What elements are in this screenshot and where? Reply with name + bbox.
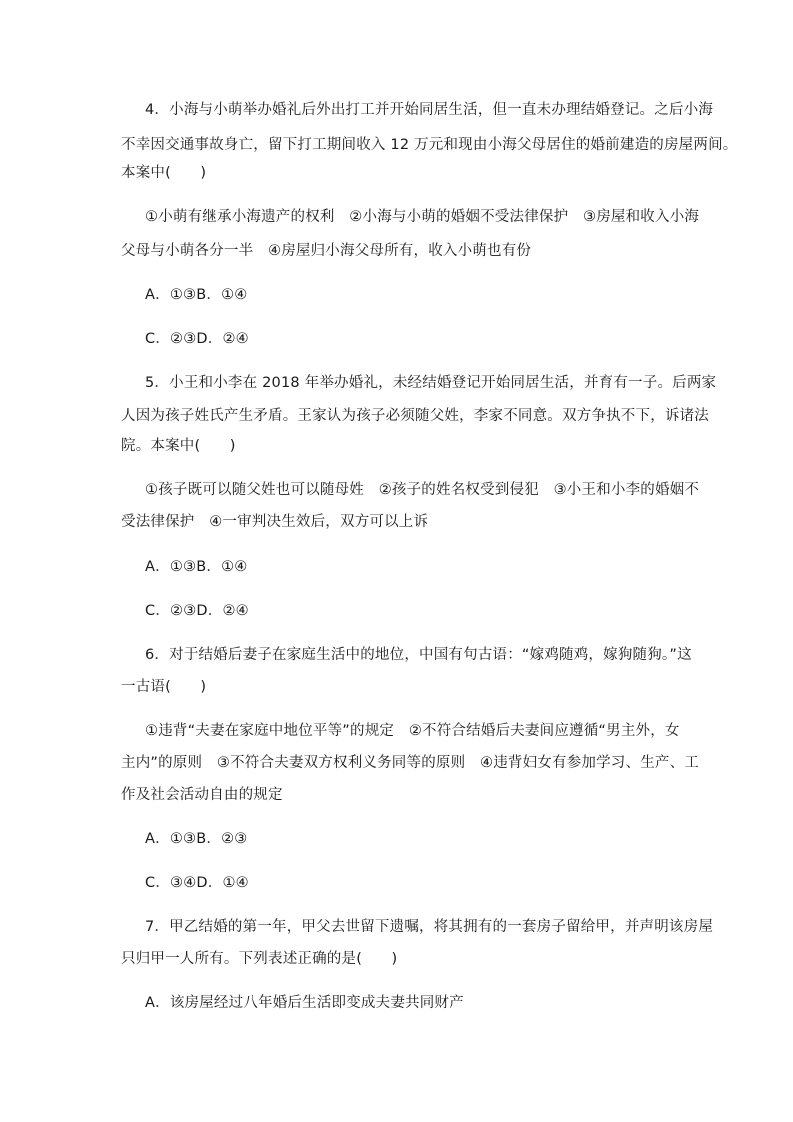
question-6-options-ab: A．①③B．②③ [145,831,248,847]
question-5-options-cd: C．②③D．②④ [145,603,249,619]
question-6-statement-line-2: 主内”的原则 ③不符合夫妻双方权利义务同等的原则 ④违背妇女有参加学习、生产、工 [121,755,700,771]
question-6-statement-line-3: 作及社会活动自由的规定 [121,787,283,803]
question-6-options-cd: C．③④D．①④ [145,875,249,891]
question-6-stem-line-2: 一古语( ) [121,679,207,695]
question-4-stem-line-1: 4．小海与小萌举办婚礼后外出打工并开始同居生活，但一直未办理结婚登记。之后小海 [145,102,714,118]
question-5-stem-line-3: 院。本案中( ) [121,438,236,454]
question-4-statement-line-1: ①小萌有继承小海遗产的权利 ②小海与小萌的婚姻不受法律保护 ③房屋和收入小海 [145,209,700,225]
question-5-stem-line-2: 人因为孩子姓氏产生矛盾。王家认为孩子必须随父姓，李家不同意。双方争执不下，诉诸法 [121,408,709,424]
question-5-stem-line-1: 5．小王和小李在 2018 年举办婚礼，未经结婚登记开始同居生活，并育有一子。后两家 [145,375,717,391]
question-4-statement-line-2: 父母与小萌各分一半 ④房屋归小海父母所有，收入小萌也有份 [121,243,532,259]
question-4-stem-line-2: 不幸因交通事故身亡，留下打工期间收入 12 万元和现由小海父母居住的婚前建造的房屋两间。 [121,137,738,153]
question-7-stem-line-2: 只归甲一人所有。下列表述正确的是( ) [121,951,398,967]
question-6-statement-line-1: ①违背“夫妻在家庭中地位平等”的规定 ②不符合结婚后夫妻间应遵循“男主外，女 [145,723,680,739]
question-4-stem-line-3: 本案中( ) [121,165,207,181]
question-5-options-ab: A．①③B．①④ [145,559,248,575]
question-6-stem-line-1: 6．对于结婚后妻子在家庭生活中的地位，中国有句古语：“嫁鸡随鸡，嫁狗随狗。”这 [145,647,692,663]
question-5-statement-line-2: 受法律保护 ④一审判决生效后，双方可以上诉 [121,514,429,530]
question-7-stem-line-1: 7．甲乙结婚的第一年，甲父去世留下遗嘱，将其拥有的一套房子留给甲，并声明该房屋 [145,919,714,935]
question-4-options-ab: A．①③B．①④ [145,287,248,303]
question-4-options-cd: C．②③D．②④ [145,331,249,347]
question-7-option-a: A．该房屋经过八年婚后生活即变成夫妻共同财产 [145,995,464,1011]
question-5-statement-line-1: ①孩子既可以随父姓也可以随母姓 ②孩子的姓名权受到侵犯 ③小王和小李的婚姻不 [145,482,700,498]
